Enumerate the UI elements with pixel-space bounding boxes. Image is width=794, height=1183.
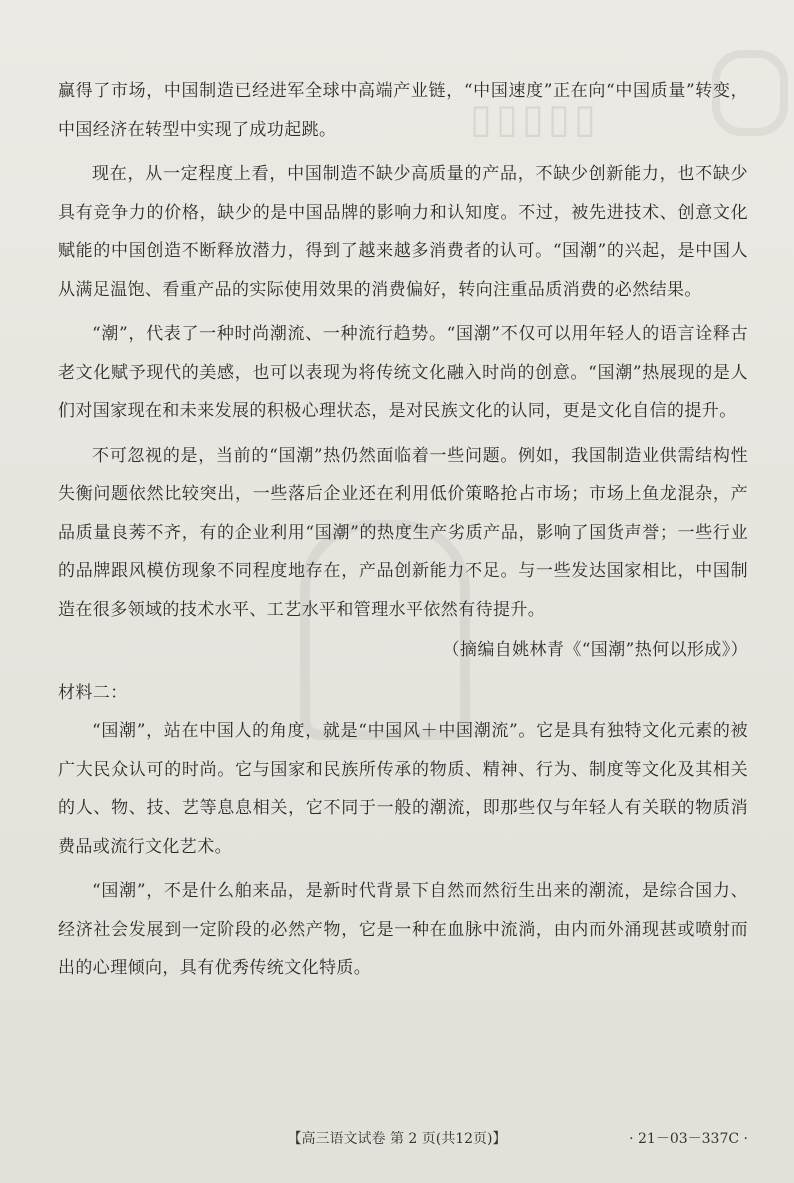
article-body [58, 72, 748, 988]
paragraph: “国潮”，站在中国人的角度，就是“中国风＋中国潮流”。它是具有独特文化元素的被广大民众认可的时尚。它与国家和民族所传承的物质、精神、行为、制度等文化及其相关的人、物、技、艺等息息相关，它不同于一般的潮流，即那些仅与年轻人有关联的物质消费品或流行文化艺术。 [58, 721, 748, 857]
source-citation: （摘编自姚林青《“国潮”热何以形成》） [442, 640, 748, 660]
paragraph: 现在，从一定程度上看，中国制造不缺少高质量的产品，不缺少创新能力，也不缺少具有竞争力的价格，缺少的是中国品牌的影响力和认知度。不过，被先进技术、创意文化赋能的中国创造不断释放潜力，得到了越来越多消费者的认可。“国潮”的兴起，是中国人从满足温饱、看重产品的实际使用效果的消费偏好，转向注重品质消费的必然结果。 [58, 164, 748, 300]
paragraph: 不可忽视的是，当前的“国潮”热仍然面临着一些问题。例如，我国制造业供需结构性失衡问题依然比较突出，一些落后企业还在利用低价策略抢占市场；市场上鱼龙混杂，产品质量良莠不齐，有的企业利用“国潮”的热度生产劣质产品，影响了国货声誉；一些行业的品牌跟风模仿现象不同程度地存在，产品创新能力不足。与一些发达国家相比，中国制造在很多领域的技术水平、工艺水平和管理水平依然有待提升。 [58, 445, 748, 620]
exam-code: · 21－03－337C · [629, 1131, 748, 1147]
paragraph-continuation: 赢得了市场，中国制造已经进军全球中高端产业链，“中国速度”正在向“中国质量”转变，中国经济在转型中实现了成功起跳。 [58, 81, 748, 140]
page-number-label: 【高三语文试卷 第 2 页(共12页)】 [287, 1131, 507, 1147]
bleed-through-title: ▯▯▯▯▯ [470, 96, 601, 142]
paragraph: “国潮”，不是什么舶来品，是新时代背景下自然而然衍生出来的潮流，是综合国力、经济社会发展到一定阶段的必然产物，它是一种在血脉中流淌，由内而外涌现甚或喷射而出的心理倾向，具有优秀传统文化特质。 [58, 881, 748, 978]
paragraph: “潮”，代表了一种时尚潮流、一种流行趋势。“国潮”不仅可以用年轻人的语言诠释古老文化赋予现代的美感，也可以表现为将传统文化融入时尚的创意。“国潮”热展现的是人们对国家现在和未来发展的积极心理状态，是对民族文化的认同，更是文化自信的提升。 [58, 324, 748, 421]
material-two-heading: 材料二： [58, 682, 128, 703]
